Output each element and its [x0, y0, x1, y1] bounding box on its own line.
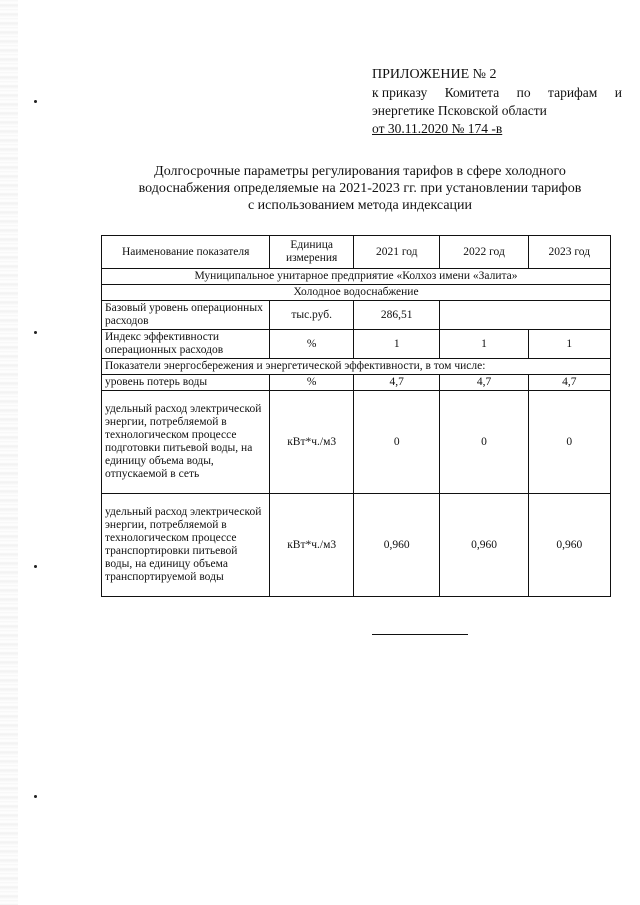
row-value-2021: 0,960 — [354, 494, 440, 597]
row-value-empty — [440, 301, 611, 330]
row-unit: кВт*ч./м3 — [270, 494, 354, 597]
scan-speck — [34, 565, 37, 568]
table-row — [102, 494, 611, 597]
row-value-2021: 1 — [354, 330, 440, 359]
header-2023: 2023 год — [528, 236, 610, 269]
row-name: Индекс эффективности операционных расходов — [102, 330, 270, 359]
annex-word: по — [516, 85, 531, 100]
section-row — [102, 285, 611, 301]
table-row — [102, 330, 611, 359]
row-value-2021: 0 — [354, 391, 440, 494]
row-unit: тыс.руб. — [270, 301, 354, 330]
scan-edge-artifact — [0, 0, 18, 905]
annex-order-line — [372, 84, 622, 102]
annex-date-number: от 30.11.2020 № 174 -в — [372, 121, 503, 136]
scan-speck — [34, 795, 37, 798]
table-row — [102, 301, 611, 330]
row-name: удельный расход электрической энергии, потребляемой в технологическом процессе транспортировки питьевой воды, на единицу объема транспортируемой воды — [102, 494, 270, 597]
annex-committee-line: энергетике Псковской области — [372, 103, 547, 118]
table-header-row — [102, 236, 611, 269]
annex-word: Комитета — [444, 85, 500, 100]
scan-speck — [34, 100, 37, 103]
heading-line: с использованием метода индексации — [247, 198, 473, 213]
row-name: уровень потерь воды — [102, 375, 270, 391]
header-name: Наименование показателя — [102, 236, 270, 269]
annex-word: к приказу — [372, 85, 428, 100]
document-heading — [110, 163, 610, 214]
org-row — [102, 269, 611, 285]
row-value-2023: 4,7 — [528, 375, 610, 391]
heading-line: водоснабжения определяемые на 2021-2023 гг. при установлении тарифов — [138, 181, 582, 196]
table-row — [102, 375, 611, 391]
row-value-2023: 1 — [528, 330, 610, 359]
row-value-2022: 1 — [440, 330, 528, 359]
annex-word: и — [614, 85, 622, 100]
row-value-2022: 0 — [440, 391, 528, 494]
signature-line — [372, 634, 468, 635]
scan-speck — [34, 331, 37, 334]
annex-title: ПРИЛОЖЕНИЕ № 2 — [372, 67, 497, 82]
heading-line: Долгосрочные параметры регулирования тарифов в сфере холодного — [154, 164, 566, 179]
header-2022: 2022 год — [440, 236, 528, 269]
energy-header: Показатели энергосбережения и энергетической эффективности, в том числе: — [102, 359, 611, 375]
parameters-table — [101, 235, 611, 597]
annex-block — [372, 66, 622, 138]
row-unit: % — [270, 330, 354, 359]
row-value-2023: 0,960 — [528, 494, 610, 597]
row-name: Базовый уровень операционных расходов — [102, 301, 270, 330]
row-value-2023: 0 — [528, 391, 610, 494]
org-name: Муниципальное унитарное предприятие «Колхоз имени «Залита» — [102, 269, 611, 285]
section-name: Холодное водоснабжение — [102, 285, 611, 301]
row-unit: кВт*ч./м3 — [270, 391, 354, 494]
energy-header-row — [102, 359, 611, 375]
row-name: удельный расход электрической энергии, потребляемой в технологическом процессе подготовки питьевой воды, на единицу объема воды, отпускаемой в сеть — [102, 391, 270, 494]
annex-word: тарифам — [548, 85, 598, 100]
row-unit: % — [270, 375, 354, 391]
header-unit: Единица измерения — [270, 236, 354, 269]
row-value-2021: 286,51 — [354, 301, 440, 330]
row-value-2022: 0,960 — [440, 494, 528, 597]
header-2021: 2021 год — [354, 236, 440, 269]
table-row — [102, 391, 611, 494]
row-value-2022: 4,7 — [440, 375, 528, 391]
row-value-2021: 4,7 — [354, 375, 440, 391]
